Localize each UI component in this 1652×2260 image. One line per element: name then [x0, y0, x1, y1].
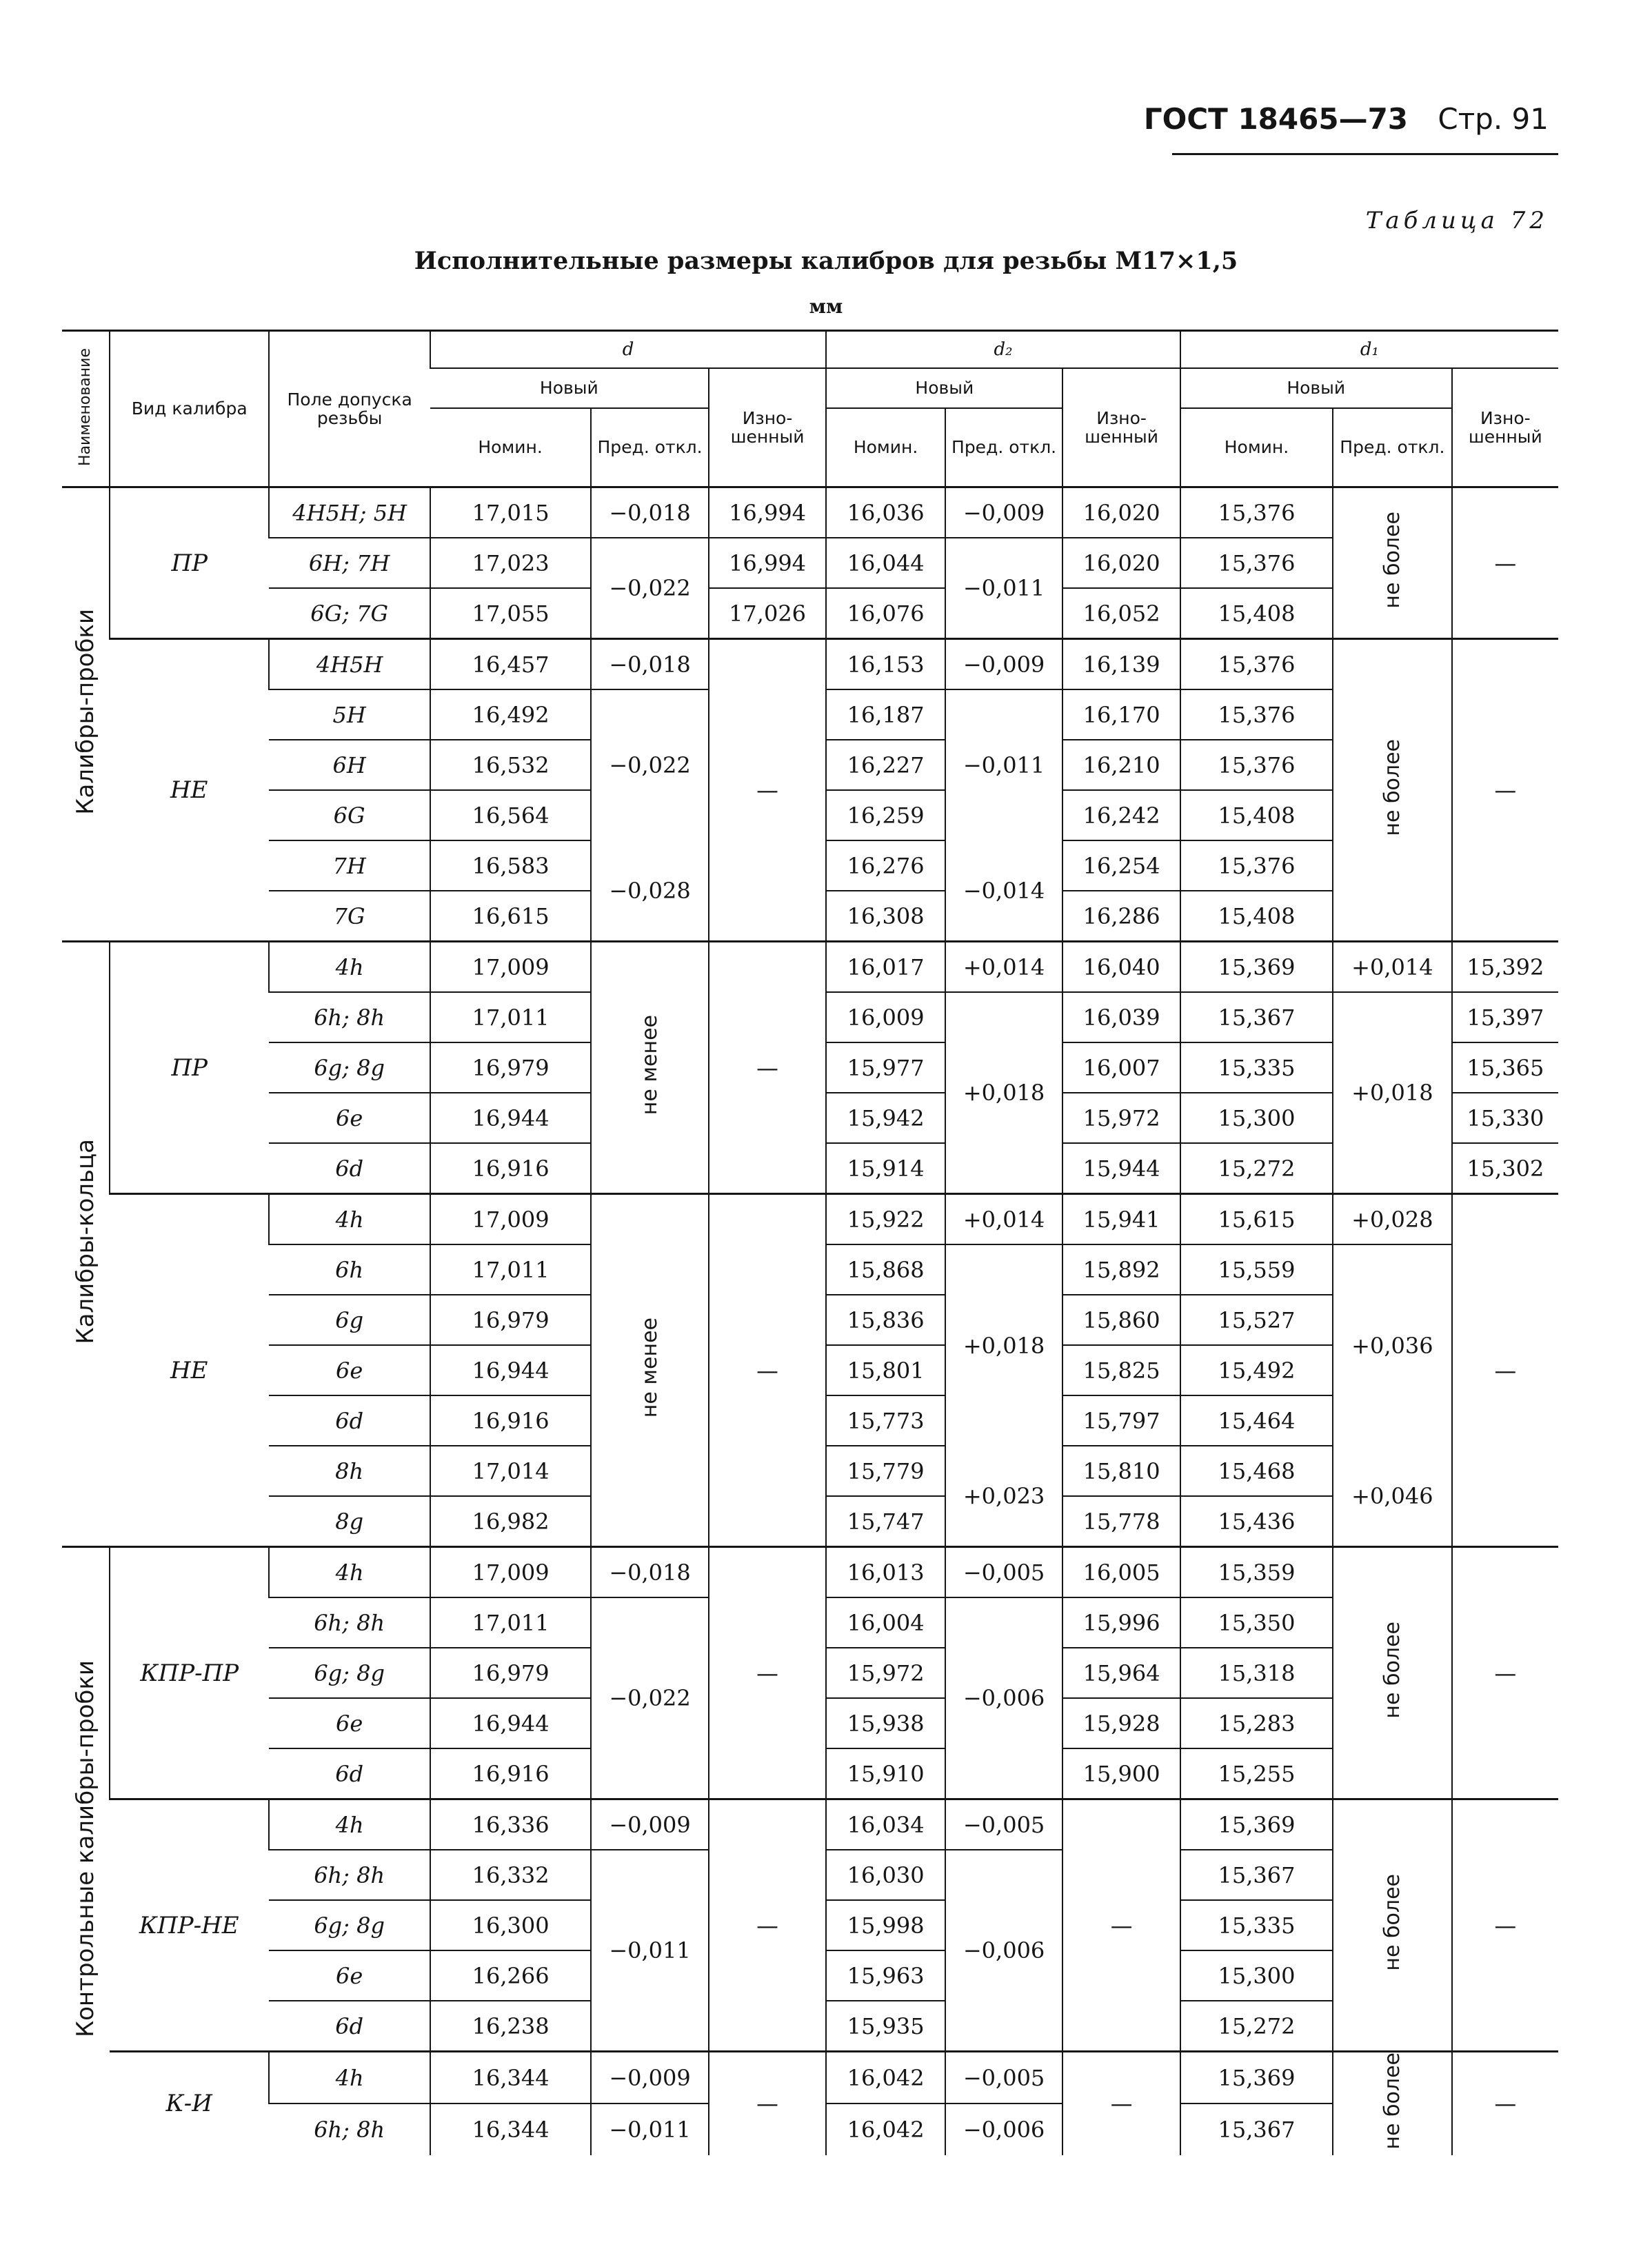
col-kind-header: Вид калибра: [110, 331, 269, 487]
d2-worn: 15,941: [1062, 1194, 1180, 1245]
gauge-kind: КПР-НЕ: [110, 1799, 269, 2052]
tolerance-field: 6e: [269, 1345, 430, 1395]
d2-deviation: −0,009: [945, 639, 1063, 690]
d1-worn: —: [1452, 639, 1558, 942]
tolerance-field: 6e: [269, 1698, 430, 1748]
d-nominal: 16,982: [430, 1496, 591, 1547]
d2-worn: 16,170: [1062, 689, 1180, 740]
d-nominal: 16,979: [430, 1295, 591, 1345]
d2-worn: 16,052: [1062, 588, 1180, 639]
d1-deviation: +0,036: [1333, 1244, 1452, 1446]
d2-worn: 15,778: [1062, 1496, 1180, 1547]
d2-nominal: 16,030: [826, 1850, 945, 1900]
d2-nominal: 16,017: [826, 942, 945, 993]
d-deviation: −0,009: [591, 2052, 709, 2104]
units-label: мм: [809, 295, 843, 318]
d1-nominal: 15,272: [1180, 2001, 1333, 2052]
d-deviation: −0,018: [591, 1547, 709, 1598]
d2-nominal: 16,034: [826, 1799, 945, 1850]
gauge-kind: ПР: [110, 942, 269, 1194]
d1-limit-note: не более: [1333, 2052, 1452, 2155]
gauge-dimensions-table: [62, 330, 1558, 2155]
d2-dev-header: Пред. откл.: [945, 408, 1063, 487]
d2-deviation: −0,011: [945, 538, 1063, 639]
d1-nominal: 15,335: [1180, 1900, 1333, 1950]
d2-deviation: −0,006: [945, 2103, 1063, 2155]
group-name: Контрольные калибры-пробки: [62, 1547, 110, 2155]
d2-deviation: −0,005: [945, 2052, 1063, 2104]
d-deviation: −0,028: [591, 840, 709, 942]
tolerance-field: 6d: [269, 1395, 430, 1446]
col-d1-header: d₁: [1180, 331, 1558, 369]
d-nominal: 17,055: [430, 588, 591, 639]
d2-worn: 16,139: [1062, 639, 1180, 690]
group-name: Калибры-пробки: [62, 487, 110, 942]
tolerance-field: 6d: [335, 2012, 364, 2039]
d2-worn: 15,825: [1062, 1345, 1180, 1395]
group-name: Калибры-кольца: [62, 942, 110, 1547]
d-nominal: 17,023: [430, 538, 591, 588]
d2-deviation: −0,009: [945, 487, 1063, 538]
d-nominal: 17,011: [430, 1597, 591, 1648]
d-nominal: 16,615: [430, 891, 591, 942]
col-d2-header: d₂: [826, 331, 1180, 369]
d2-nominal: 15,942: [826, 1093, 945, 1143]
d2-worn: 16,040: [1062, 942, 1180, 993]
d2-nominal: 16,276: [826, 840, 945, 891]
tolerance-field: 6e: [269, 1093, 430, 1143]
d2-deviation: −0,005: [945, 1547, 1063, 1598]
d2-worn: 16,242: [1062, 790, 1180, 840]
d2-worn: 15,972: [1062, 1093, 1180, 1143]
tolerance-field: 6e: [269, 1950, 430, 2001]
d1-nominal: 15,436: [1180, 1496, 1333, 1547]
table-row: [62, 639, 1558, 690]
table-row: [62, 942, 1558, 993]
d2-nominal: 15,779: [826, 1446, 945, 1496]
d-worn: 16,994: [709, 538, 827, 588]
gauge-kind: НЕ: [110, 639, 269, 942]
d2-worn: 15,928: [1062, 1698, 1180, 1748]
d-nominal: 16,332: [430, 1850, 591, 1900]
d1-nominal: 15,272: [1180, 1143, 1333, 1194]
d-worn: 17,026: [709, 588, 827, 639]
table-row: [62, 487, 1558, 538]
d2-deviation: −0,005: [945, 1799, 1063, 1850]
tolerance-field: 6h; 8h: [269, 1850, 430, 1900]
d2-nominal: 15,747: [826, 1496, 945, 1547]
d1-nominal: 15,376: [1180, 639, 1333, 690]
gauge-kind: НЕ: [110, 1194, 269, 1547]
d2-nominal: 15,868: [826, 1244, 945, 1295]
d1-worn: 15,392: [1452, 942, 1558, 993]
d2-worn: 15,797: [1062, 1395, 1180, 1446]
tolerance-field: 6H: [269, 740, 430, 790]
tolerance-field: 4h: [269, 1194, 430, 1245]
d-deviation: −0,018: [591, 639, 709, 690]
d-deviation: −0,018: [591, 487, 709, 538]
d2-nominal: 15,836: [826, 1295, 945, 1345]
d1-nominal: 15,300: [1180, 1093, 1333, 1143]
d-deviation: −0,022: [591, 538, 709, 639]
d2-new-header: Новый: [826, 368, 1062, 408]
d2-deviation: +0,014: [945, 942, 1063, 993]
d2-nominal: 15,938: [826, 1698, 945, 1748]
d-nominal: 17,011: [430, 1244, 591, 1295]
tolerance-field: 6d: [335, 1760, 364, 1787]
d-deviation: −0,022: [591, 1597, 709, 1799]
d1-nominal: 15,300: [1180, 1950, 1333, 2001]
d2-nominal: 16,013: [826, 1547, 945, 1598]
d2-nominal: 15,773: [826, 1395, 945, 1446]
page-number: Стр. 91: [1438, 102, 1549, 136]
d1-deviation: +0,014: [1333, 942, 1452, 993]
d2-worn: 16,210: [1062, 740, 1180, 790]
d2-worn: 15,892: [1062, 1244, 1180, 1295]
d1-nominal: 15,615: [1180, 1194, 1333, 1245]
d1-nominal: 15,369: [1180, 942, 1333, 993]
d-worn: —: [709, 1194, 827, 1547]
d-nominal: 16,457: [430, 639, 591, 690]
d2-worn: 15,964: [1062, 1648, 1180, 1698]
d2-worn-header: Изно-шенный: [1062, 368, 1180, 487]
d2-nominal: 16,044: [826, 538, 945, 588]
d1-nominal: 15,367: [1180, 2103, 1333, 2155]
d-worn: —: [709, 639, 827, 942]
d1-nominal: 15,376: [1180, 740, 1333, 790]
d2-nominal: 16,187: [826, 689, 945, 740]
d-nominal: 17,009: [430, 1194, 591, 1245]
d-nominal: 16,916: [430, 1395, 591, 1446]
d1-limit-note: не более: [1333, 487, 1452, 639]
d2-nominal: 16,042: [826, 2103, 945, 2155]
tolerance-field: 8h: [269, 1446, 430, 1496]
table-row: [62, 1799, 1558, 1850]
d1-nominal: 15,369: [1180, 2052, 1333, 2104]
d2-deviation: −0,006: [945, 1597, 1063, 1799]
tolerance-field: 6H; 7H: [269, 538, 430, 588]
tolerance-field: 7G: [333, 902, 365, 929]
table-row: [62, 2052, 1558, 2104]
d-nominal: 16,344: [430, 2103, 591, 2155]
d1-nominal: 15,367: [1180, 992, 1333, 1042]
d1-worn: —: [1452, 2052, 1558, 2155]
d2-worn: 16,020: [1062, 538, 1180, 588]
d1-nominal: 15,492: [1180, 1345, 1333, 1395]
d1-nom-header: Номин.: [1180, 408, 1333, 487]
d-nominal: 17,009: [430, 942, 591, 993]
d2-nominal: 16,227: [826, 740, 945, 790]
tolerance-field: 6G: [269, 790, 430, 840]
d2-worn: 15,810: [1062, 1446, 1180, 1496]
d2-worn: 15,944: [1062, 1143, 1180, 1194]
d-nominal: 16,944: [430, 1698, 591, 1748]
d1-nominal: 15,359: [1180, 1547, 1333, 1598]
d-deviation: −0,011: [591, 2103, 709, 2155]
tolerance-field: 6g; 8g: [269, 1042, 430, 1093]
d-nominal: 16,944: [430, 1093, 591, 1143]
tolerance-field: 6h: [269, 1244, 430, 1295]
page-header: [1144, 102, 1549, 136]
d-worn-header: Изно-шенный: [709, 368, 827, 487]
d2-worn: 15,900: [1062, 1748, 1180, 1799]
d1-nominal: 15,408: [1180, 891, 1333, 942]
tolerance-field: 6h; 8h: [269, 1597, 430, 1648]
d-nominal: 16,916: [430, 1143, 591, 1194]
d2-nominal: 16,042: [826, 2052, 945, 2104]
col-field-header: Поле допуска резьбы: [269, 331, 430, 487]
d-deviation: −0,009: [591, 1799, 709, 1850]
d1-nominal: 15,255: [1180, 1748, 1333, 1799]
d2-nominal: 16,308: [826, 891, 945, 942]
d1-nominal: 15,376: [1180, 840, 1333, 891]
d-nominal: 16,944: [430, 1345, 591, 1395]
d2-deviation: −0,011: [945, 689, 1063, 840]
d1-worn: 15,397: [1452, 992, 1558, 1042]
d2-deviation: +0,023: [945, 1446, 1063, 1547]
d2-deviation: −0,006: [945, 1850, 1063, 2052]
d1-worn: —: [1452, 487, 1558, 639]
col-d-header: d: [430, 331, 826, 369]
d-nominal: 16,564: [430, 790, 591, 840]
gauge-kind: К-И: [110, 2052, 269, 2155]
tolerance-field: 4H5H; 5H: [269, 487, 430, 538]
tolerance-field: 4h: [269, 1547, 430, 1598]
table-number: Таблица 72: [1365, 207, 1549, 234]
d-nominal: 16,979: [430, 1042, 591, 1093]
standard-number: ГОСТ 18465—73: [1143, 102, 1409, 136]
tolerance-field: 4H5H: [269, 639, 430, 690]
d-worn: 16,994: [709, 487, 827, 538]
d1-dev-header: Пред. откл.: [1333, 408, 1452, 487]
d2-nominal: 15,977: [826, 1042, 945, 1093]
table-row: [62, 1547, 1558, 1598]
d1-worn: 15,302: [1452, 1143, 1558, 1194]
d-nominal: 16,583: [430, 840, 591, 891]
d1-nominal: 15,408: [1180, 588, 1333, 639]
d-worn: —: [709, 942, 827, 1194]
d2-nominal: 16,259: [826, 790, 945, 840]
d1-nominal: 15,464: [1180, 1395, 1333, 1446]
d1-new-header: Новый: [1180, 368, 1452, 408]
d1-deviation: +0,028: [1333, 1194, 1452, 1245]
d1-nominal: 15,367: [1180, 1850, 1333, 1900]
tolerance-field: 6G; 7G: [310, 600, 389, 627]
d2-worn: —: [1062, 2052, 1180, 2155]
d1-worn: 15,365: [1452, 1042, 1558, 1093]
d-nominal: 16,300: [430, 1900, 591, 1950]
d-limit-note: не менее: [591, 1194, 709, 1547]
tolerance-field: 6h; 8h: [314, 2116, 385, 2143]
d-worn: —: [709, 2052, 827, 2155]
tolerance-field: 4h: [269, 2052, 430, 2104]
d2-nominal: 16,153: [826, 639, 945, 690]
tolerance-field: 6g; 8g: [269, 1648, 430, 1698]
d-nom-header: Номин.: [430, 408, 591, 487]
d1-nominal: 15,335: [1180, 1042, 1333, 1093]
table-row: [62, 1194, 1558, 1245]
d1-nominal: 15,350: [1180, 1597, 1333, 1648]
d2-worn: 16,286: [1062, 891, 1180, 942]
d2-nominal: 15,998: [826, 1900, 945, 1950]
d1-worn: —: [1452, 1799, 1558, 2052]
d2-worn: —: [1062, 1799, 1180, 2052]
d1-nominal: 15,408: [1180, 790, 1333, 840]
d-nominal: 16,492: [430, 689, 591, 740]
d-nominal: 16,344: [430, 2052, 591, 2104]
d2-nominal: 15,914: [826, 1143, 945, 1194]
d-deviation: −0,022: [591, 689, 709, 840]
d2-worn: 16,254: [1062, 840, 1180, 891]
d2-worn: 16,007: [1062, 1042, 1180, 1093]
d2-nominal: 16,036: [826, 487, 945, 538]
d2-worn: 16,020: [1062, 487, 1180, 538]
d1-deviation: +0,018: [1333, 992, 1452, 1194]
d2-nominal: 15,910: [826, 1748, 945, 1799]
d-nominal: 16,336: [430, 1799, 591, 1850]
d-new-header: Новый: [430, 368, 709, 408]
d-nominal: 17,011: [430, 992, 591, 1042]
tolerance-field: 6h; 8h: [269, 992, 430, 1042]
d2-worn: 15,860: [1062, 1295, 1180, 1345]
d-deviation: −0,011: [591, 1850, 709, 2052]
d2-nom-header: Номин.: [826, 408, 945, 487]
d2-worn: 15,996: [1062, 1597, 1180, 1648]
tolerance-field: 4h: [269, 1799, 430, 1850]
d2-nominal: 16,076: [826, 588, 945, 639]
d2-nominal: 16,009: [826, 992, 945, 1042]
d1-nominal: 15,369: [1180, 1799, 1333, 1850]
d1-deviation: +0,046: [1333, 1446, 1452, 1547]
d-nominal: 17,009: [430, 1547, 591, 1598]
tolerance-field: 6d: [335, 1155, 364, 1182]
tolerance-field: 7H: [269, 840, 430, 891]
d1-nominal: 15,559: [1180, 1244, 1333, 1295]
d2-deviation: +0,018: [945, 1244, 1063, 1446]
d-dev-header: Пред. откл.: [591, 408, 709, 487]
d1-worn-header: Изно-шенный: [1452, 368, 1558, 487]
d1-nominal: 15,468: [1180, 1446, 1333, 1496]
tolerance-field: 4h: [269, 942, 430, 993]
d-limit-note: не менее: [591, 942, 709, 1194]
d-nominal: 16,979: [430, 1648, 591, 1698]
d-worn: —: [709, 1547, 827, 1799]
d2-nominal: 15,972: [826, 1648, 945, 1698]
d-nominal: 16,266: [430, 1950, 591, 2001]
d-nominal: 17,015: [430, 487, 591, 538]
tolerance-field: 8g: [335, 1508, 364, 1535]
d2-worn: 16,039: [1062, 992, 1180, 1042]
d2-nominal: 15,935: [826, 2001, 945, 2052]
d1-nominal: 15,376: [1180, 487, 1333, 538]
d1-nominal: 15,376: [1180, 538, 1333, 588]
d1-limit-note: не более: [1333, 639, 1452, 942]
d1-limit-note: не более: [1333, 1799, 1452, 2052]
d1-nominal: 15,283: [1180, 1698, 1333, 1748]
d-worn: —: [709, 1799, 827, 2052]
d1-limit-note: не более: [1333, 1547, 1452, 1799]
d1-nominal: 15,376: [1180, 689, 1333, 740]
d-nominal: 16,532: [430, 740, 591, 790]
d2-deviation: −0,014: [945, 840, 1063, 942]
d2-nominal: 16,004: [826, 1597, 945, 1648]
d1-worn: —: [1452, 1547, 1558, 1799]
d2-worn: 16,005: [1062, 1547, 1180, 1598]
d2-deviation: +0,018: [945, 992, 1063, 1194]
d-nominal: 16,916: [430, 1748, 591, 1799]
d2-nominal: 15,801: [826, 1345, 945, 1395]
d2-nominal: 15,922: [826, 1194, 945, 1245]
header-rule: [1172, 153, 1558, 155]
gauge-kind: КПР-ПР: [110, 1547, 269, 1799]
d-nominal: 16,238: [430, 2001, 591, 2052]
col-name-header: Наименование: [62, 331, 110, 487]
d2-deviation: +0,014: [945, 1194, 1063, 1245]
tolerance-field: 5H: [269, 689, 430, 740]
d-nominal: 17,014: [430, 1446, 591, 1496]
d1-worn: 15,330: [1452, 1093, 1558, 1143]
d2-nominal: 15,963: [826, 1950, 945, 2001]
gauge-kind: ПР: [110, 487, 269, 639]
table-title: Исполнительные размеры калибров для резьбы М17×1,5: [414, 247, 1238, 275]
d1-nominal: 15,527: [1180, 1295, 1333, 1345]
tolerance-field: 6g: [269, 1295, 430, 1345]
tolerance-field: 6g; 8g: [269, 1900, 430, 1950]
d1-nominal: 15,318: [1180, 1648, 1333, 1698]
d1-worn: —: [1452, 1194, 1558, 1547]
